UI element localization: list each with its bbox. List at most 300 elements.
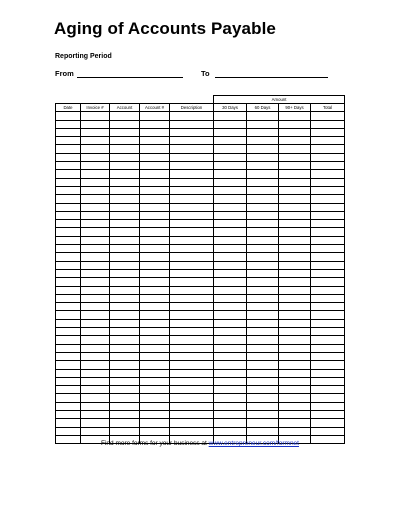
table-cell[interactable] bbox=[56, 377, 81, 385]
table-cell[interactable] bbox=[110, 195, 140, 203]
table-cell[interactable] bbox=[170, 386, 214, 394]
table-cell[interactable] bbox=[247, 137, 279, 145]
table-cell[interactable] bbox=[311, 137, 345, 145]
table-cell[interactable] bbox=[81, 195, 110, 203]
table-cell[interactable] bbox=[140, 319, 170, 327]
table-cell[interactable] bbox=[279, 419, 311, 427]
table-cell[interactable] bbox=[110, 377, 140, 385]
table-cell[interactable] bbox=[81, 294, 110, 302]
table-cell[interactable] bbox=[56, 170, 81, 178]
table-cell[interactable] bbox=[214, 303, 247, 311]
table-cell[interactable] bbox=[56, 253, 81, 261]
table-cell[interactable] bbox=[81, 319, 110, 327]
table-cell[interactable] bbox=[247, 328, 279, 336]
table-cell[interactable] bbox=[247, 112, 279, 120]
table-cell[interactable] bbox=[311, 344, 345, 352]
table-cell[interactable] bbox=[279, 303, 311, 311]
table-cell[interactable] bbox=[170, 377, 214, 385]
table-cell[interactable] bbox=[110, 153, 140, 161]
table-cell[interactable] bbox=[110, 236, 140, 244]
table-cell[interactable] bbox=[81, 386, 110, 394]
table-cell[interactable] bbox=[214, 120, 247, 128]
table-cell[interactable] bbox=[214, 245, 247, 253]
table-cell[interactable] bbox=[81, 120, 110, 128]
table-cell[interactable] bbox=[170, 269, 214, 277]
table-cell[interactable] bbox=[279, 319, 311, 327]
table-cell[interactable] bbox=[140, 394, 170, 402]
table-cell[interactable] bbox=[140, 419, 170, 427]
table-cell[interactable] bbox=[311, 112, 345, 120]
table-cell[interactable] bbox=[170, 311, 214, 319]
table-cell[interactable] bbox=[56, 203, 81, 211]
table-cell[interactable] bbox=[110, 170, 140, 178]
table-cell[interactable] bbox=[110, 203, 140, 211]
table-cell[interactable] bbox=[311, 120, 345, 128]
table-cell[interactable] bbox=[170, 137, 214, 145]
table-cell[interactable] bbox=[81, 352, 110, 360]
table-cell[interactable] bbox=[110, 419, 140, 427]
table-cell[interactable] bbox=[56, 344, 81, 352]
table-cell[interactable] bbox=[56, 245, 81, 253]
table-cell[interactable] bbox=[279, 336, 311, 344]
table-cell[interactable] bbox=[214, 195, 247, 203]
table-cell[interactable] bbox=[214, 369, 247, 377]
table-cell[interactable] bbox=[170, 352, 214, 360]
table-cell[interactable] bbox=[279, 361, 311, 369]
table-cell[interactable] bbox=[170, 253, 214, 261]
table-cell[interactable] bbox=[311, 278, 345, 286]
table-cell[interactable] bbox=[311, 303, 345, 311]
table-cell[interactable] bbox=[56, 128, 81, 136]
table-cell[interactable] bbox=[279, 120, 311, 128]
table-cell[interactable] bbox=[81, 253, 110, 261]
table-cell[interactable] bbox=[279, 261, 311, 269]
table-cell[interactable] bbox=[247, 336, 279, 344]
table-cell[interactable] bbox=[81, 228, 110, 236]
table-cell[interactable] bbox=[81, 377, 110, 385]
table-cell[interactable] bbox=[110, 328, 140, 336]
table-cell[interactable] bbox=[170, 120, 214, 128]
table-cell[interactable] bbox=[279, 220, 311, 228]
table-cell[interactable] bbox=[170, 153, 214, 161]
table-cell[interactable] bbox=[170, 319, 214, 327]
table-cell[interactable] bbox=[110, 386, 140, 394]
table-cell[interactable] bbox=[247, 261, 279, 269]
table-cell[interactable] bbox=[279, 427, 311, 435]
table-cell[interactable] bbox=[110, 178, 140, 186]
table-cell[interactable] bbox=[81, 419, 110, 427]
table-cell[interactable] bbox=[311, 162, 345, 170]
table-cell[interactable] bbox=[214, 328, 247, 336]
table-cell[interactable] bbox=[214, 220, 247, 228]
table-cell[interactable] bbox=[311, 419, 345, 427]
table-cell[interactable] bbox=[110, 245, 140, 253]
table-cell[interactable] bbox=[247, 402, 279, 410]
table-cell[interactable] bbox=[247, 369, 279, 377]
table-cell[interactable] bbox=[140, 410, 170, 418]
table-cell[interactable] bbox=[56, 336, 81, 344]
table-cell[interactable] bbox=[170, 128, 214, 136]
table-cell[interactable] bbox=[170, 328, 214, 336]
table-cell[interactable] bbox=[311, 178, 345, 186]
table-cell[interactable] bbox=[110, 261, 140, 269]
table-cell[interactable] bbox=[56, 195, 81, 203]
table-cell[interactable] bbox=[214, 145, 247, 153]
table-cell[interactable] bbox=[81, 245, 110, 253]
table-cell[interactable] bbox=[247, 311, 279, 319]
table-cell[interactable] bbox=[311, 386, 345, 394]
table-cell[interactable] bbox=[140, 195, 170, 203]
table-cell[interactable] bbox=[311, 319, 345, 327]
table-cell[interactable] bbox=[170, 261, 214, 269]
table-cell[interactable] bbox=[311, 269, 345, 277]
table-cell[interactable] bbox=[311, 427, 345, 435]
table-cell[interactable] bbox=[81, 178, 110, 186]
table-cell[interactable] bbox=[170, 344, 214, 352]
table-cell[interactable] bbox=[279, 344, 311, 352]
table-cell[interactable] bbox=[110, 369, 140, 377]
table-cell[interactable] bbox=[140, 286, 170, 294]
table-cell[interactable] bbox=[214, 386, 247, 394]
table-cell[interactable] bbox=[170, 145, 214, 153]
table-cell[interactable] bbox=[140, 311, 170, 319]
table-cell[interactable] bbox=[81, 236, 110, 244]
table-cell[interactable] bbox=[279, 236, 311, 244]
table-cell[interactable] bbox=[170, 203, 214, 211]
table-cell[interactable] bbox=[247, 128, 279, 136]
table-cell[interactable] bbox=[214, 228, 247, 236]
table-cell[interactable] bbox=[279, 269, 311, 277]
table-cell[interactable] bbox=[279, 178, 311, 186]
table-cell[interactable] bbox=[140, 162, 170, 170]
table-cell[interactable] bbox=[247, 427, 279, 435]
table-cell[interactable] bbox=[311, 402, 345, 410]
table-cell[interactable] bbox=[170, 211, 214, 219]
table-cell[interactable] bbox=[214, 319, 247, 327]
table-cell[interactable] bbox=[170, 394, 214, 402]
table-cell[interactable] bbox=[279, 137, 311, 145]
table-cell[interactable] bbox=[56, 120, 81, 128]
table-cell[interactable] bbox=[279, 228, 311, 236]
table-cell[interactable] bbox=[279, 186, 311, 194]
table-cell[interactable] bbox=[247, 419, 279, 427]
table-cell[interactable] bbox=[311, 145, 345, 153]
table-cell[interactable] bbox=[56, 361, 81, 369]
table-cell[interactable] bbox=[214, 427, 247, 435]
table-cell[interactable] bbox=[214, 278, 247, 286]
table-cell[interactable] bbox=[140, 170, 170, 178]
table-cell[interactable] bbox=[311, 228, 345, 236]
table-cell[interactable] bbox=[311, 170, 345, 178]
table-cell[interactable] bbox=[140, 336, 170, 344]
table-cell[interactable] bbox=[110, 394, 140, 402]
table-cell[interactable] bbox=[110, 278, 140, 286]
table-cell[interactable] bbox=[140, 361, 170, 369]
table-cell[interactable] bbox=[214, 112, 247, 120]
table-cell[interactable] bbox=[56, 328, 81, 336]
table-cell[interactable] bbox=[170, 228, 214, 236]
table-cell[interactable] bbox=[81, 153, 110, 161]
table-cell[interactable] bbox=[214, 336, 247, 344]
table-cell[interactable] bbox=[279, 369, 311, 377]
table-cell[interactable] bbox=[170, 170, 214, 178]
table-cell[interactable] bbox=[247, 211, 279, 219]
table-cell[interactable] bbox=[214, 186, 247, 194]
table-cell[interactable] bbox=[81, 336, 110, 344]
table-cell[interactable] bbox=[56, 137, 81, 145]
table-cell[interactable] bbox=[140, 344, 170, 352]
table-cell[interactable] bbox=[170, 303, 214, 311]
table-cell[interactable] bbox=[81, 311, 110, 319]
table-cell[interactable] bbox=[81, 394, 110, 402]
table-cell[interactable] bbox=[110, 253, 140, 261]
table-cell[interactable] bbox=[56, 112, 81, 120]
table-cell[interactable] bbox=[247, 178, 279, 186]
table-cell[interactable] bbox=[247, 352, 279, 360]
table-cell[interactable] bbox=[110, 294, 140, 302]
table-cell[interactable] bbox=[170, 195, 214, 203]
table-cell[interactable] bbox=[81, 344, 110, 352]
table-cell[interactable] bbox=[110, 427, 140, 435]
table-cell[interactable] bbox=[214, 344, 247, 352]
table-cell[interactable] bbox=[247, 203, 279, 211]
table-cell[interactable] bbox=[214, 269, 247, 277]
table-cell[interactable] bbox=[311, 369, 345, 377]
table-cell[interactable] bbox=[140, 186, 170, 194]
table-cell[interactable] bbox=[110, 211, 140, 219]
table-cell[interactable] bbox=[279, 153, 311, 161]
table-cell[interactable] bbox=[247, 220, 279, 228]
table-cell[interactable] bbox=[110, 228, 140, 236]
table-cell[interactable] bbox=[56, 278, 81, 286]
table-cell[interactable] bbox=[214, 128, 247, 136]
table-cell[interactable] bbox=[279, 145, 311, 153]
table-cell[interactable] bbox=[81, 402, 110, 410]
table-cell[interactable] bbox=[279, 394, 311, 402]
table-cell[interactable] bbox=[279, 253, 311, 261]
table-cell[interactable] bbox=[110, 311, 140, 319]
table-cell[interactable] bbox=[140, 294, 170, 302]
table-cell[interactable] bbox=[56, 178, 81, 186]
table-cell[interactable] bbox=[81, 145, 110, 153]
table-cell[interactable] bbox=[140, 211, 170, 219]
table-cell[interactable] bbox=[279, 402, 311, 410]
table-cell[interactable] bbox=[110, 344, 140, 352]
table-cell[interactable] bbox=[279, 410, 311, 418]
table-cell[interactable] bbox=[214, 410, 247, 418]
table-cell[interactable] bbox=[311, 328, 345, 336]
table-cell[interactable] bbox=[56, 402, 81, 410]
table-cell[interactable] bbox=[247, 319, 279, 327]
table-cell[interactable] bbox=[279, 286, 311, 294]
table-cell[interactable] bbox=[170, 336, 214, 344]
table-cell[interactable] bbox=[140, 253, 170, 261]
table-cell[interactable] bbox=[56, 153, 81, 161]
table-cell[interactable] bbox=[140, 261, 170, 269]
table-cell[interactable] bbox=[81, 211, 110, 219]
table-cell[interactable] bbox=[81, 137, 110, 145]
table-cell[interactable] bbox=[247, 361, 279, 369]
table-cell[interactable] bbox=[170, 361, 214, 369]
table-cell[interactable] bbox=[170, 186, 214, 194]
table-cell[interactable] bbox=[81, 303, 110, 311]
table-cell[interactable] bbox=[214, 162, 247, 170]
table-cell[interactable] bbox=[247, 186, 279, 194]
table-cell[interactable] bbox=[140, 386, 170, 394]
table-cell[interactable] bbox=[56, 311, 81, 319]
table-cell[interactable] bbox=[81, 410, 110, 418]
table-cell[interactable] bbox=[110, 186, 140, 194]
table-cell[interactable] bbox=[56, 427, 81, 435]
table-cell[interactable] bbox=[247, 236, 279, 244]
table-cell[interactable] bbox=[81, 186, 110, 194]
table-cell[interactable] bbox=[214, 402, 247, 410]
table-cell[interactable] bbox=[214, 261, 247, 269]
table-cell[interactable] bbox=[214, 211, 247, 219]
table-cell[interactable] bbox=[311, 203, 345, 211]
table-cell[interactable] bbox=[56, 269, 81, 277]
table-cell[interactable] bbox=[247, 410, 279, 418]
table-cell[interactable] bbox=[170, 369, 214, 377]
table-cell[interactable] bbox=[170, 294, 214, 302]
table-cell[interactable] bbox=[110, 352, 140, 360]
table-cell[interactable] bbox=[81, 269, 110, 277]
table-cell[interactable] bbox=[170, 278, 214, 286]
table-cell[interactable] bbox=[214, 137, 247, 145]
table-cell[interactable] bbox=[311, 361, 345, 369]
table-cell[interactable] bbox=[56, 145, 81, 153]
table-cell[interactable] bbox=[279, 377, 311, 385]
table-cell[interactable] bbox=[110, 319, 140, 327]
table-cell[interactable] bbox=[140, 303, 170, 311]
table-cell[interactable] bbox=[81, 220, 110, 228]
table-cell[interactable] bbox=[279, 162, 311, 170]
table-cell[interactable] bbox=[170, 162, 214, 170]
table-cell[interactable] bbox=[56, 261, 81, 269]
table-cell[interactable] bbox=[81, 170, 110, 178]
table-cell[interactable] bbox=[140, 128, 170, 136]
table-cell[interactable] bbox=[56, 369, 81, 377]
table-cell[interactable] bbox=[279, 128, 311, 136]
table-cell[interactable] bbox=[110, 145, 140, 153]
table-cell[interactable] bbox=[247, 344, 279, 352]
table-cell[interactable] bbox=[311, 286, 345, 294]
table-cell[interactable] bbox=[110, 286, 140, 294]
table-cell[interactable] bbox=[170, 402, 214, 410]
table-cell[interactable] bbox=[247, 303, 279, 311]
table-cell[interactable] bbox=[170, 427, 214, 435]
table-cell[interactable] bbox=[56, 419, 81, 427]
table-cell[interactable] bbox=[140, 203, 170, 211]
table-cell[interactable] bbox=[110, 410, 140, 418]
table-cell[interactable] bbox=[247, 162, 279, 170]
table-cell[interactable] bbox=[311, 220, 345, 228]
table-cell[interactable] bbox=[311, 352, 345, 360]
table-cell[interactable] bbox=[247, 228, 279, 236]
table-cell[interactable] bbox=[81, 128, 110, 136]
table-cell[interactable] bbox=[214, 377, 247, 385]
table-cell[interactable] bbox=[140, 377, 170, 385]
table-cell[interactable] bbox=[247, 386, 279, 394]
table-cell[interactable] bbox=[56, 236, 81, 244]
table-cell[interactable] bbox=[214, 236, 247, 244]
table-cell[interactable] bbox=[140, 120, 170, 128]
table-cell[interactable] bbox=[170, 245, 214, 253]
table-cell[interactable] bbox=[279, 311, 311, 319]
table-cell[interactable] bbox=[140, 427, 170, 435]
table-cell[interactable] bbox=[170, 410, 214, 418]
table-cell[interactable] bbox=[140, 137, 170, 145]
table-cell[interactable] bbox=[81, 278, 110, 286]
table-cell[interactable] bbox=[247, 195, 279, 203]
table-cell[interactable] bbox=[140, 153, 170, 161]
table-cell[interactable] bbox=[81, 361, 110, 369]
table-cell[interactable] bbox=[140, 328, 170, 336]
table-cell[interactable] bbox=[214, 203, 247, 211]
table-cell[interactable] bbox=[311, 236, 345, 244]
table-cell[interactable] bbox=[56, 294, 81, 302]
table-cell[interactable] bbox=[140, 220, 170, 228]
table-cell[interactable] bbox=[247, 245, 279, 253]
table-cell[interactable] bbox=[311, 186, 345, 194]
table-cell[interactable] bbox=[170, 178, 214, 186]
from-date-field[interactable] bbox=[77, 77, 183, 78]
table-cell[interactable] bbox=[81, 427, 110, 435]
table-cell[interactable] bbox=[110, 402, 140, 410]
table-cell[interactable] bbox=[56, 228, 81, 236]
table-cell[interactable] bbox=[311, 261, 345, 269]
table-cell[interactable] bbox=[311, 128, 345, 136]
table-cell[interactable] bbox=[279, 170, 311, 178]
table-cell[interactable] bbox=[110, 269, 140, 277]
table-cell[interactable] bbox=[311, 377, 345, 385]
to-date-field[interactable] bbox=[215, 77, 328, 78]
table-cell[interactable] bbox=[311, 153, 345, 161]
table-cell[interactable] bbox=[247, 377, 279, 385]
table-cell[interactable] bbox=[279, 211, 311, 219]
table-cell[interactable] bbox=[247, 286, 279, 294]
table-cell[interactable] bbox=[81, 369, 110, 377]
table-cell[interactable] bbox=[110, 303, 140, 311]
table-cell[interactable] bbox=[214, 170, 247, 178]
table-cell[interactable] bbox=[110, 336, 140, 344]
table-cell[interactable] bbox=[311, 294, 345, 302]
table-cell[interactable] bbox=[140, 178, 170, 186]
table-cell[interactable] bbox=[56, 386, 81, 394]
table-cell[interactable] bbox=[170, 112, 214, 120]
table-cell[interactable] bbox=[56, 303, 81, 311]
table-cell[interactable] bbox=[311, 245, 345, 253]
table-cell[interactable] bbox=[214, 153, 247, 161]
table-cell[interactable] bbox=[56, 186, 81, 194]
table-cell[interactable] bbox=[247, 278, 279, 286]
table-cell[interactable] bbox=[279, 386, 311, 394]
table-cell[interactable] bbox=[110, 162, 140, 170]
table-cell[interactable] bbox=[247, 294, 279, 302]
table-cell[interactable] bbox=[140, 245, 170, 253]
footer-link[interactable]: www.entrepreneur.com/formnet bbox=[208, 440, 299, 447]
table-cell[interactable] bbox=[56, 352, 81, 360]
table-cell[interactable] bbox=[56, 286, 81, 294]
table-cell[interactable] bbox=[170, 220, 214, 228]
table-cell[interactable] bbox=[311, 410, 345, 418]
table-cell[interactable] bbox=[279, 245, 311, 253]
table-cell[interactable] bbox=[81, 162, 110, 170]
table-cell[interactable] bbox=[279, 112, 311, 120]
table-cell[interactable] bbox=[247, 394, 279, 402]
table-cell[interactable] bbox=[279, 328, 311, 336]
table-cell[interactable] bbox=[140, 269, 170, 277]
